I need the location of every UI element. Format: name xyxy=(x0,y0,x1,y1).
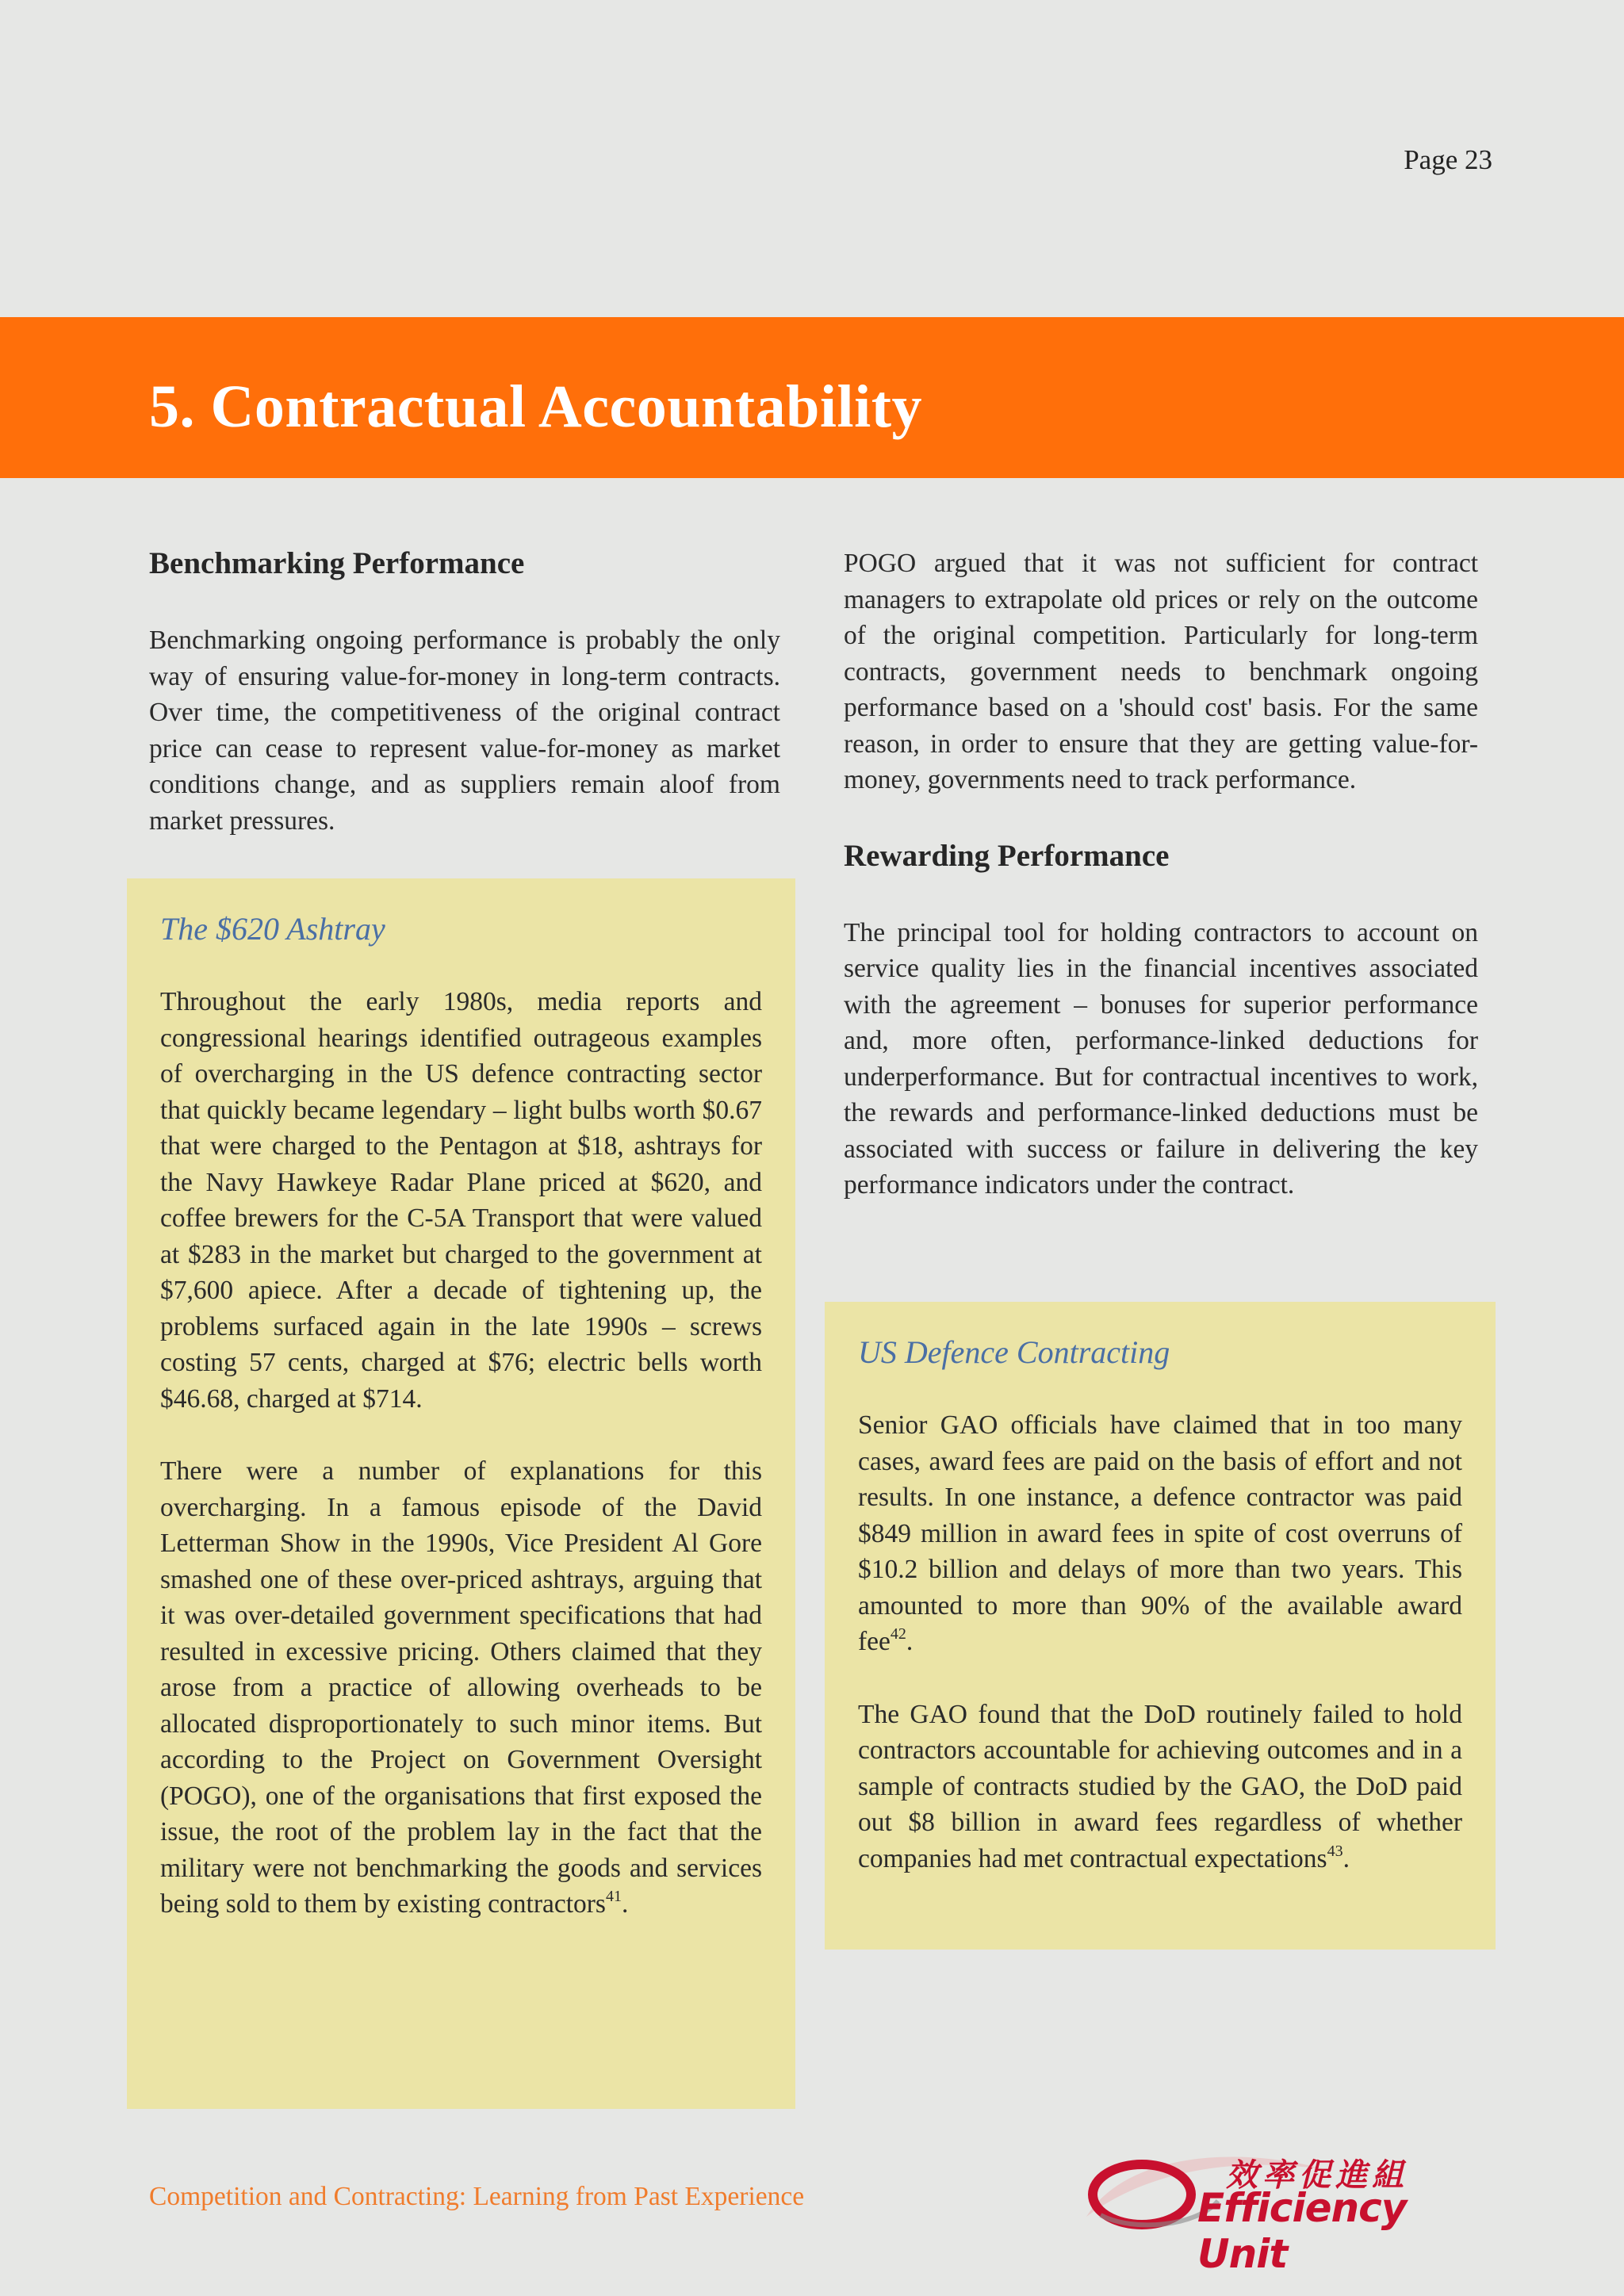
defence-paragraph-2 xyxy=(858,1697,1462,1877)
chapter-title-band xyxy=(0,317,1624,478)
benchmarking-paragraph: Benchmarking ongoing performance is probably the only way of ensuring value-for-money in long-term contracts. Over time, the competitiveness of the original contract price can cease to represent value-for-money as market conditions change, and as suppliers remain aloof from market pressures. xyxy=(149,626,780,836)
ashtray-paragraph-1: Throughout the early 1980s, media reports and congressional hearings identified outrageous examples of overcharging in the US defence contracting sector that quickly became legendary – light bulbs worth $0.67 that were charged to the Pentagon at $18, ashtrays for the Navy Hawkeye Radar Plane priced at $620, and coffee brewers for the C-5A Transport that were valued at $283 in the market but charged to the government at $7,600 apiece. After a decade of tightening up, the problems surfaced again in the late 1990s – screws costing 57 cents, charged at $76; electric bells worth $46.68, charged at $714. xyxy=(160,987,762,1414)
defence-paragraph-2-text: The GAO found that the DoD routinely failed to hold contractors accountable for achieving outcomes and in a sample of contracts studied by the GAO, the DoD paid out $8 billion in award fees regardless of whether companies had met contractual expectations xyxy=(858,1699,1462,1873)
rewarding-heading: Rewarding Performance xyxy=(844,838,1170,873)
defence-box-title: US Defence Contracting xyxy=(858,1334,1170,1370)
page-number: Page 23 xyxy=(1404,144,1492,175)
left-column xyxy=(149,545,780,839)
logo-english-text: Efficiency Unit xyxy=(1197,2185,1407,2277)
ashtray-box-title: The $620 Ashtray xyxy=(160,911,385,947)
ashtray-paragraph-2-text: There were a number of explanations for this overcharging. In a famous episode of the David Letterman Show in the 1990s, Vice President Al Gore smashed one of these over-priced ashtrays, arguing that it was over-detailed government specifications that had resulted in excessive pricing. Others claimed that they arose from a practice of allowing overheads to be allocated disproportionately to such minor items. But according to the Project on Government Oversight (POGO), one of the organisations that first exposed the issue, the root of the problem lay in the fact that the military were not benchmarking the goods and services being sold to them by existing contractors xyxy=(160,1456,762,1919)
defence-paragraph-1 xyxy=(858,1407,1462,1660)
right-column xyxy=(844,545,1478,1203)
footer-text: Competition and Contracting: Learning from Past Experience xyxy=(149,2182,805,2211)
efficiency-unit-logo xyxy=(1063,2122,1491,2277)
footnote-43: 43 xyxy=(1327,1842,1343,1860)
defence-paragraph-1-end: . xyxy=(906,1627,914,1656)
defence-paragraph-1-text: Senior GAO officials have claimed that in too many cases, award fees are paid on the basis of effort and not results. In one instance, a defence contractor was paid $849 million in award fees in spite of cost overruns of $10.2 billion and delays of more than two years. This amounted to more than 90% of the available award fee xyxy=(858,1410,1462,1656)
ashtray-paragraph-2-end: . xyxy=(621,1889,629,1919)
pogo-paragraph: POGO argued that it was not sufficient for contract managers to extrapolate old prices or rely on the outcome of the original competition. Particularly for long-term contracts, government needs to benchmark ongoing performance based on a 'should cost' basis. For the same reason, in order to ensure that they are getting value-for-money, governments need to track performance. xyxy=(844,549,1478,794)
defence-case-box xyxy=(825,1302,1496,1950)
chapter-title: 5. Contractual Accountability xyxy=(149,373,923,440)
defence-paragraph-2-end: . xyxy=(1342,1843,1350,1873)
ashtray-case-box xyxy=(127,878,795,2109)
logo-chinese-text: 效率促進組 xyxy=(1226,2157,1408,2194)
footnote-41: 41 xyxy=(605,1888,622,1905)
benchmarking-heading: Benchmarking Performance xyxy=(149,546,525,580)
ashtray-paragraph-2 xyxy=(160,1453,762,1923)
rewarding-paragraph: The principal tool for holding contractors to account on service quality lies in the financial incentives associated with the agreement – bonuses for superior performance and, more often, performance-linked deductions for underperformance. But for contractual incentives to work, the rewards and performance-linked deductions must be associated with success or failure in delivering the key performance indicators under the contract. xyxy=(844,917,1478,1200)
footnote-42: 42 xyxy=(890,1625,906,1643)
